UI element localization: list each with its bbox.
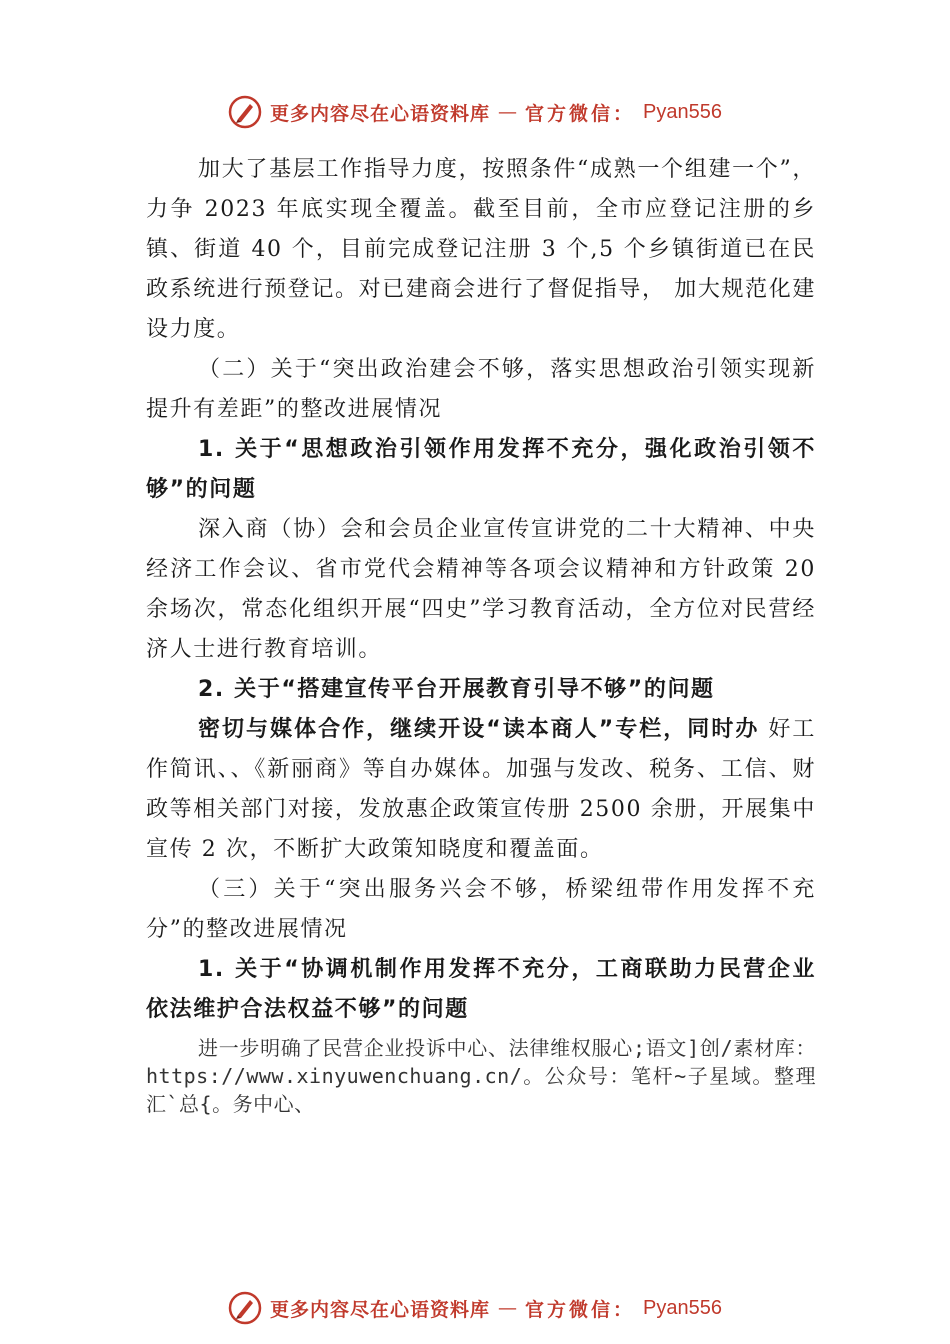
footer-banner: [0, 1288, 950, 1328]
paragraph-bold-lead: 密切与媒体合作，继续开设“读本商人”专栏，同时办: [198, 717, 760, 742]
section-heading: （二）关于“突出政治建会不够，落实思想政治引领实现新提升有差距”的整改进展情况: [146, 357, 816, 422]
subsection-heading: 1. 关于“协调机制作用发挥不充分，工商联助力民营企业依法维护合法权益不够”的问题: [146, 957, 816, 1022]
header-banner: [0, 92, 950, 132]
banner-dash: —: [498, 101, 518, 123]
subsection-heading: 2. 关于“搭建宣传平台开展教育引导不够”的问题: [198, 677, 715, 702]
banner-wechat-id: Pyan556: [643, 100, 722, 123]
pen-logo-icon: [228, 1291, 262, 1325]
banner-wechat-id: Pyan556: [643, 1296, 722, 1319]
paragraph: 加大了基层工作指导力度，按照条件“成熟一个组建一个”，力争 2023 年底实现全覆盖。截至目前，全市应登记注册的乡镇、街道 40 个，目前完成登记注册 3 个,5 个乡镇街道已在民政系统进行预登记。对已建商会进行了督促指导， 加大规范化建设力度。: [146, 157, 816, 342]
pen-logo-icon: [228, 95, 262, 129]
banner-title: 更多内容尽在心语资料库: [270, 102, 491, 125]
paragraph: [146, 710, 816, 870]
banner-subtitle: 官方微信：: [525, 1298, 636, 1321]
paragraph: 深入商（协）会和会员企业宣传宣讲党的二十大精神、中央经济工作会议、省市党代会精神等各项会议精神和方针政策 20 余场次，常态化组织开展“四史”学习教育活动，全方位对民营经济人士进行教育培训。: [146, 517, 816, 662]
paragraph-watermarked: 进一步明确了民营企业投诉中心、法律维权服心;语文]创/素材库：https://www.xinyuwenchuang.cn/。公众号：笔杆~子星域。整理汇`总{。务中心、: [146, 1036, 816, 1116]
document-body: [146, 150, 816, 1118]
paragraph-text: 好工作简讯、、《新丽商》等自办媒体。加强与发改、税务、工信、财政等相关部门对接，发放惠企政策宣传册 2500 余册，开展集中宣传 2 次，不断扩大政策知晓度和覆盖面。: [146, 717, 816, 862]
banner-dash: —: [498, 1297, 518, 1319]
banner-subtitle: 官方微信：: [525, 102, 636, 125]
section-heading: （三）关于“突出服务兴会不够，桥梁纽带作用发挥不充分”的整改进展情况: [146, 877, 816, 942]
subsection-heading: 1. 关于“思想政治引领作用发挥不充分，强化政治引领不够”的问题: [146, 437, 816, 502]
banner-title: 更多内容尽在心语资料库: [270, 1298, 491, 1321]
